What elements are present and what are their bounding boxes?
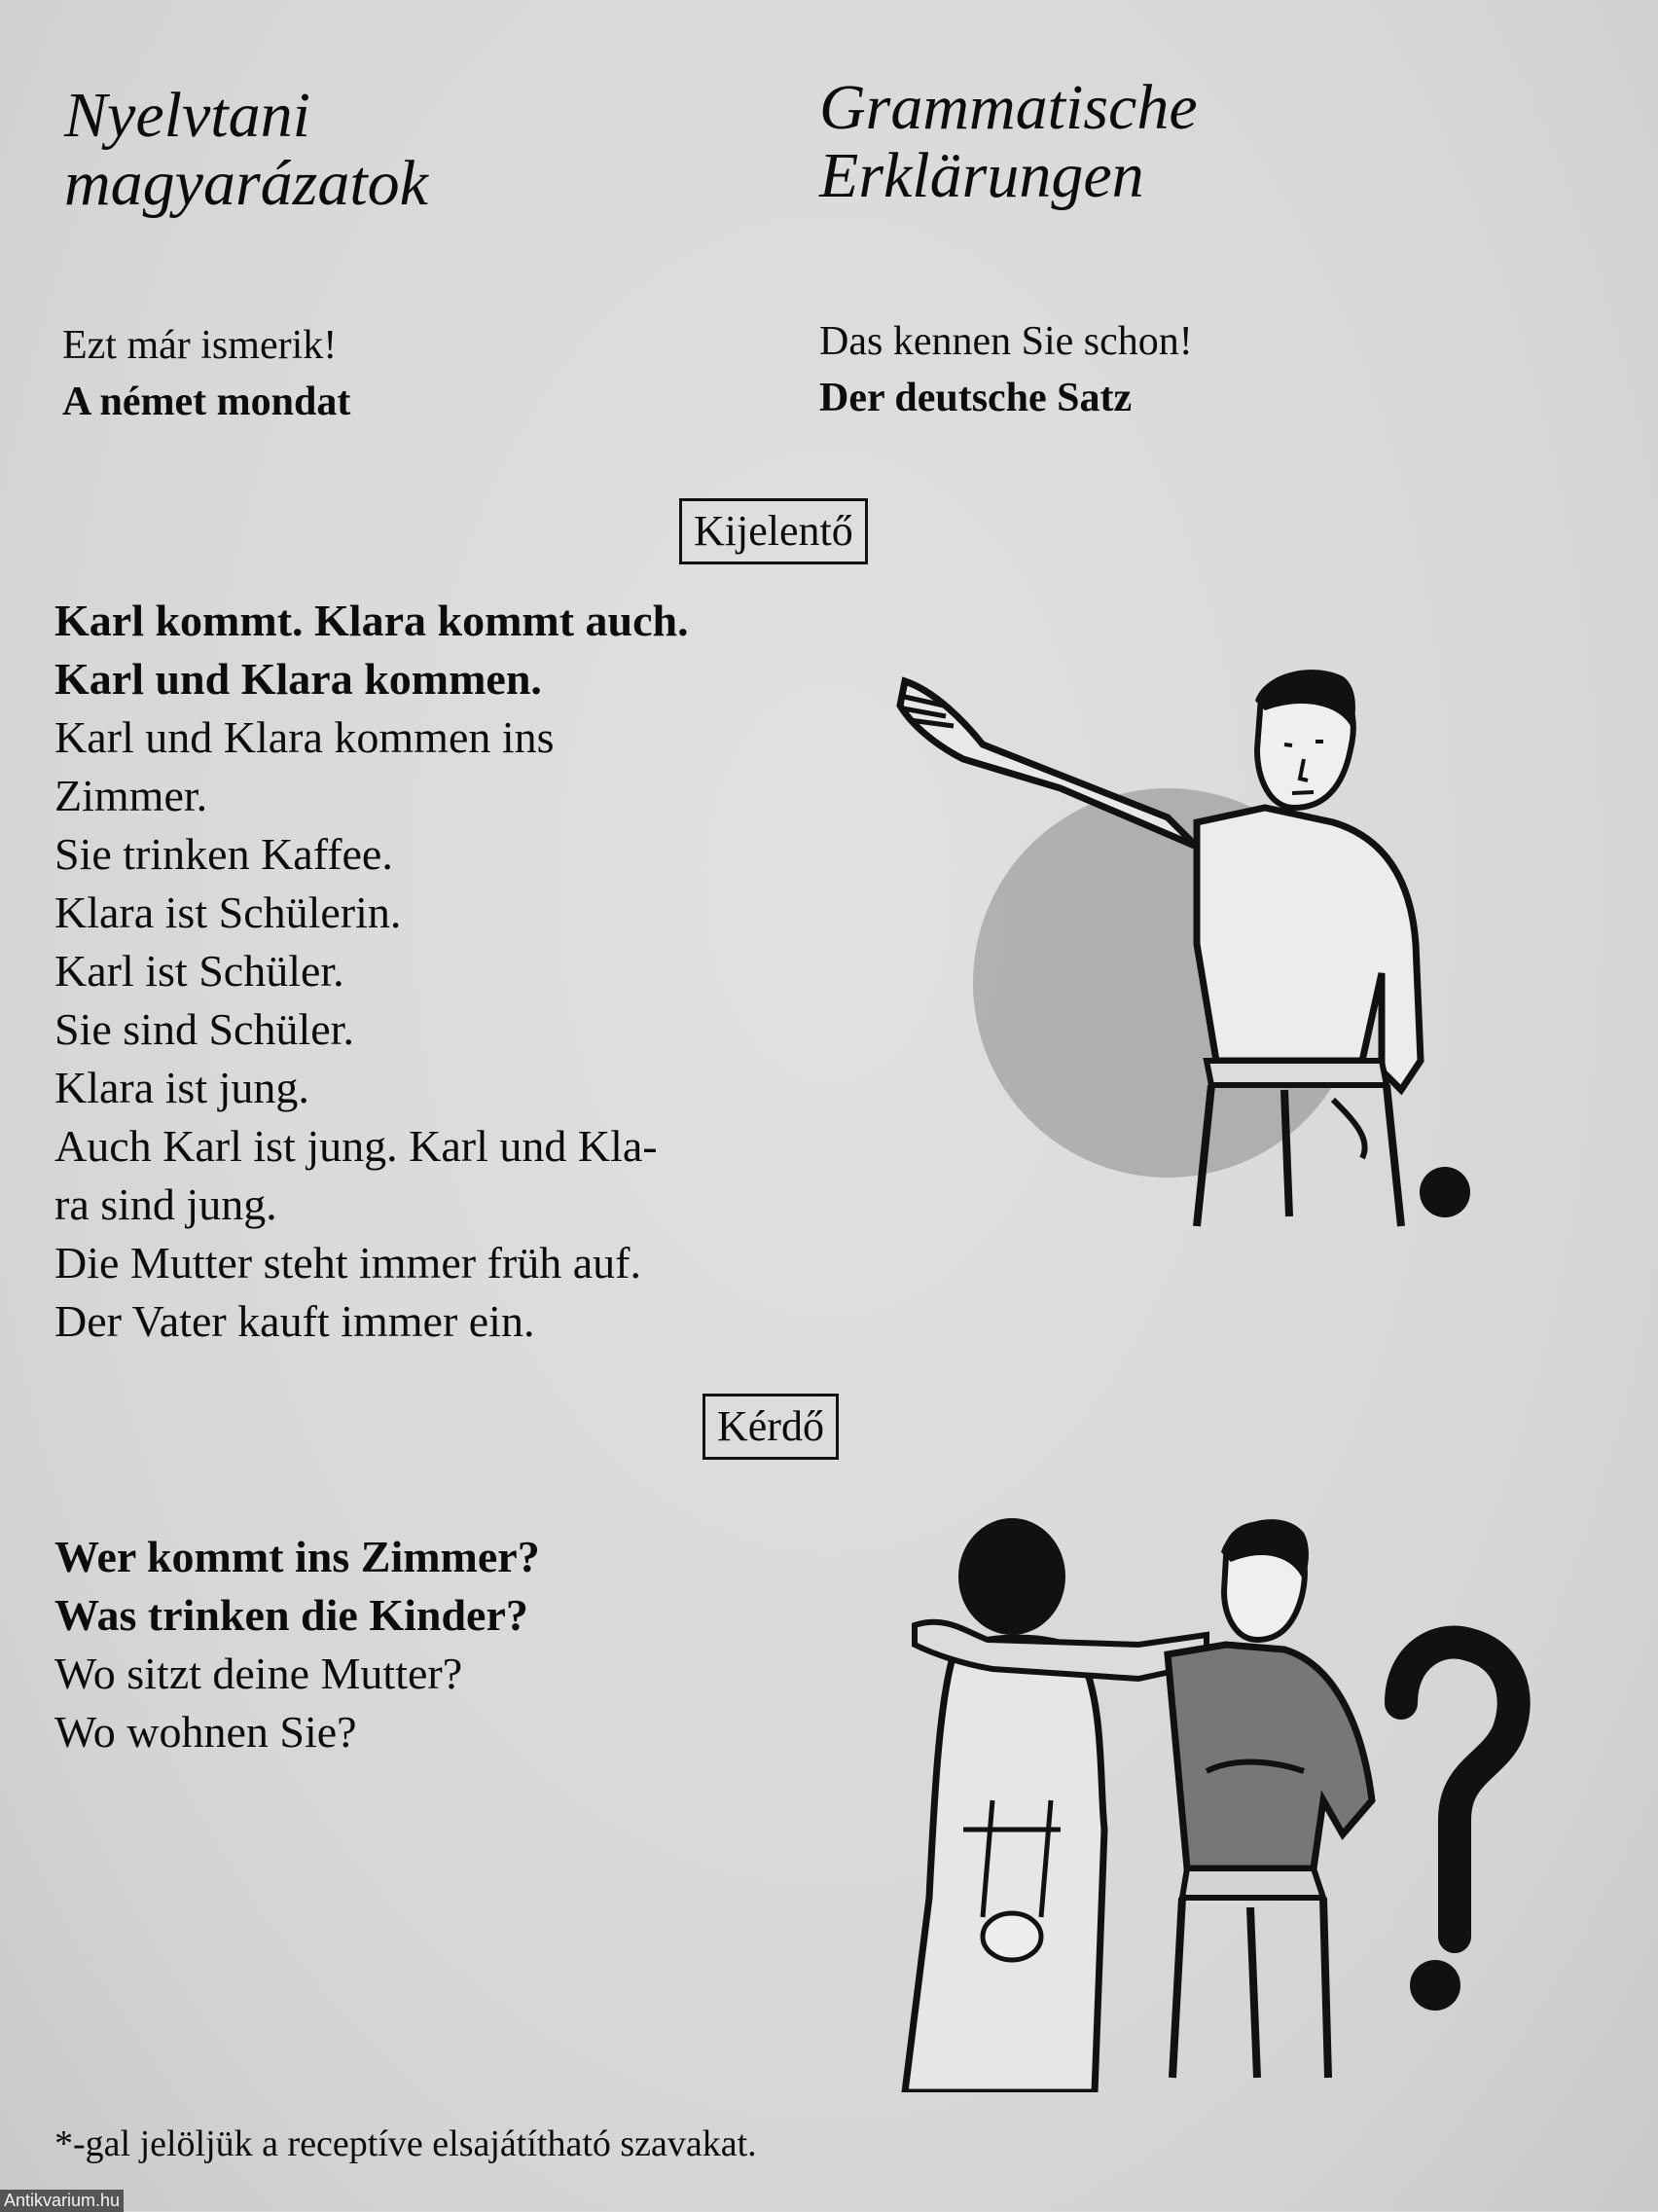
german-intro: Das kennen Sie schon! (819, 319, 1193, 364)
german-topic: Der deutsche Satz (819, 376, 1133, 420)
sentence-line: Karl und Klara kommen ins (54, 712, 555, 762)
declarative-sentences (54, 592, 689, 1351)
footnote: *-gal jelöljük a receptíve elsajátítható szavakat. (54, 2123, 757, 2164)
girl-hands (983, 1913, 1041, 1960)
hungarian-heading (64, 82, 428, 218)
hungarian-topic: A német mondat (62, 380, 351, 424)
question-mark-dot (1410, 1960, 1460, 2011)
german-heading (819, 74, 1198, 210)
boy2-torso (1168, 1645, 1372, 1868)
sentence-line: Sie trinken Kaffee. (54, 829, 393, 879)
hungarian-intro: Ezt már ismerik! (62, 323, 338, 368)
german-heading-line1: Grammatische (819, 72, 1198, 143)
boy-torso (1197, 808, 1421, 1090)
question-illustration (895, 1508, 1537, 2092)
sentence-line: Karl kommt. Klara kommt auch. (54, 596, 689, 645)
boy2-belt (1182, 1868, 1323, 1898)
question-sentences (54, 1528, 540, 1761)
boy2-trousers (1172, 1898, 1328, 2078)
boy-belt (1207, 1061, 1387, 1085)
sentence-line: Klara ist jung. (54, 1063, 309, 1112)
hungarian-heading-line1: Nyelvtani (64, 80, 310, 151)
question-section-label: Kérdő (703, 1394, 839, 1460)
boy-pocket (1333, 1100, 1365, 1158)
sentence-line: Klara ist Schülerin. (54, 888, 402, 937)
watermark: Antikvarium.hu (0, 2190, 124, 2212)
german-heading-line2: Erklärungen (819, 140, 1144, 211)
sentence-line: Karl ist Schüler. (54, 946, 344, 996)
sentence-line: Zimmer. (54, 771, 208, 820)
pointing-boy-illustration (876, 652, 1498, 1255)
hungarian-heading-line2: magyarázatok (64, 148, 428, 219)
sentence-line: ra sind jung. (54, 1179, 277, 1229)
girl-body (905, 1638, 1104, 2092)
sentence-line: Die Mutter steht immer früh auf. (54, 1238, 641, 1287)
question-line: Wo wohnen Sie? (54, 1707, 357, 1757)
girl-hair (958, 1518, 1065, 1635)
german-intro-block (819, 313, 1193, 426)
dot-mark (1420, 1167, 1470, 1217)
question-line: Was trinken die Kinder? (54, 1590, 528, 1640)
question-line: Wer kommt ins Zimmer? (54, 1532, 540, 1581)
question-line: Wo sitzt deine Mutter? (54, 1649, 463, 1698)
sentence-line: Der Vater kauft immer ein. (54, 1296, 535, 1346)
raised-arm (900, 681, 1197, 847)
sentence-line: Sie sind Schüler. (54, 1004, 354, 1054)
hungarian-intro-block (62, 317, 350, 430)
sentence-line: Auch Karl ist jung. Karl und Kla- (54, 1121, 658, 1171)
sentence-line: Karl und Klara kommen. (54, 654, 542, 704)
declarative-section-label: Kijelentő (679, 498, 868, 564)
question-mark-icon (1401, 1643, 1514, 1938)
